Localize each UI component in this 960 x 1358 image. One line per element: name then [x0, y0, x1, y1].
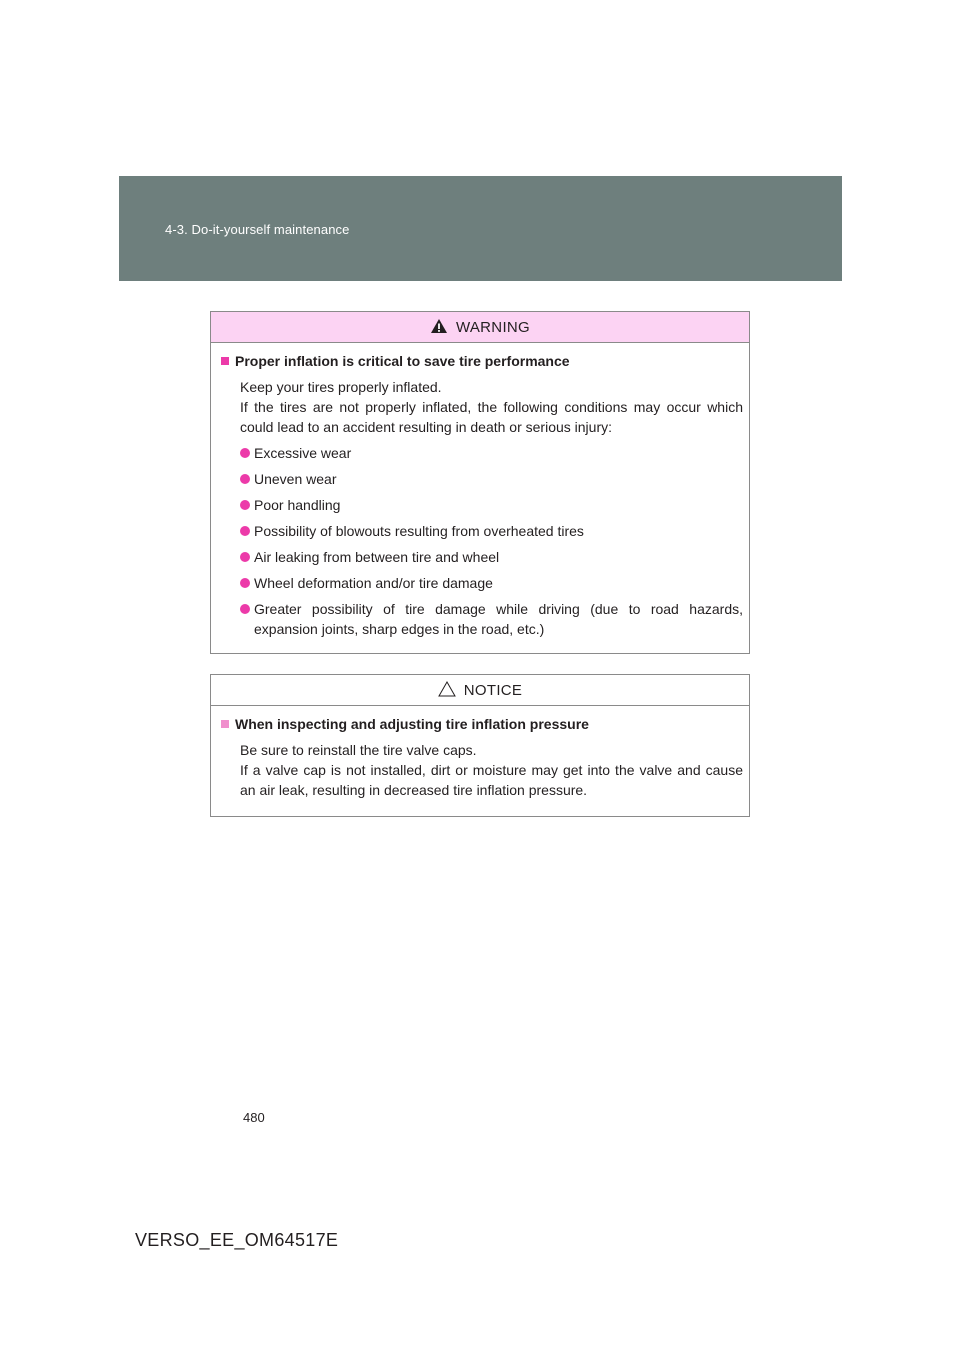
- circle-bullet-icon: [240, 604, 250, 614]
- square-bullet-icon: [221, 357, 229, 365]
- warning-heading-text: Proper inflation is critical to save tire performance: [235, 353, 570, 369]
- circle-bullet-icon: [240, 578, 250, 588]
- list-item: Excessive wear: [240, 443, 743, 463]
- list-item: Uneven wear: [240, 469, 743, 489]
- notice-heading: [221, 716, 743, 732]
- notice-label: NOTICE: [463, 681, 523, 699]
- circle-bullet-icon: [240, 474, 250, 484]
- circle-bullet-icon: [240, 500, 250, 510]
- warning-heading: [221, 353, 743, 369]
- list-item: Poor handling: [240, 495, 743, 515]
- notice-header: [211, 675, 749, 706]
- notice-box: [210, 674, 750, 817]
- page-number: 480: [243, 1110, 265, 1125]
- notice-line: Be sure to reinstall the tire valve caps.: [240, 742, 477, 758]
- square-bullet-icon: [221, 720, 229, 728]
- circle-bullet-icon: [240, 552, 250, 562]
- warning-bullet-list: [240, 443, 743, 639]
- warning-line: Keep your tires properly inflated.: [240, 379, 442, 395]
- section-header-band: [119, 176, 842, 281]
- notice-triangle-icon: [438, 681, 456, 697]
- list-item: Greater possibility of tire damage while driving (due to road hazards, expansion joints, sharp edges in the road, etc.): [240, 599, 743, 639]
- warning-header: [211, 312, 749, 343]
- warning-triangle-icon: [430, 318, 448, 334]
- notice-heading-text: When inspecting and adjusting tire inflation pressure: [235, 716, 589, 732]
- circle-bullet-icon: [240, 448, 250, 458]
- list-item: Possibility of blowouts resulting from overheated tires: [240, 521, 743, 541]
- section-title: 4-3. Do-it-yourself maintenance: [165, 222, 350, 237]
- list-item: Air leaking from between tire and wheel: [240, 547, 743, 567]
- warning-line: If the tires are not properly inflated, the following conditions may occur which could lead to an accident resulting in death or serious injury:: [240, 399, 743, 435]
- document-code: VERSO_EE_OM64517E: [135, 1230, 339, 1250]
- list-item: Wheel deformation and/or tire damage: [240, 573, 743, 593]
- warning-label: WARNING: [455, 318, 531, 336]
- warning-box: [210, 311, 750, 654]
- notice-line: If a valve cap is not installed, dirt or moisture may get into the valve and cause an air leak, resulting in decreased tire inflation pressure.: [240, 762, 743, 798]
- circle-bullet-icon: [240, 526, 250, 536]
